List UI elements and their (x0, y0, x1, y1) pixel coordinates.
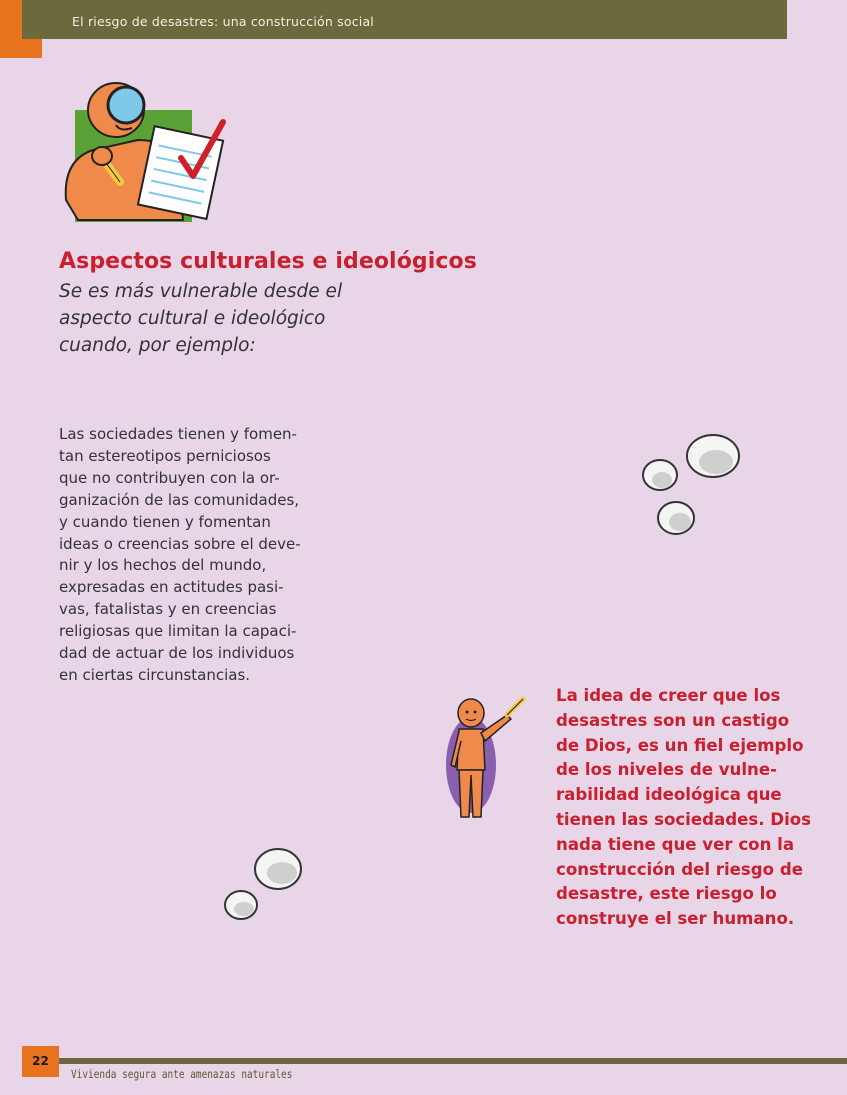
body-paragraph (59, 424, 309, 687)
page-number-badge (22, 1046, 59, 1077)
subtitle-line: aspecto cultural e ideológico (59, 308, 326, 329)
callout-line: desastres son un castigo (556, 710, 790, 730)
callout-line: tienen las sociedades. Dios (556, 809, 812, 829)
stones-icon (220, 845, 310, 927)
body-line: ideas o creencias sobre el deve- (59, 534, 301, 553)
person-pointing-icon (445, 695, 531, 825)
callout-text (556, 684, 812, 932)
footer-book-title: Vivienda segura ante amenazas naturales (71, 1067, 293, 1081)
body-line: vas, fatalistas y en creencias (59, 600, 277, 619)
callout-line: rabilidad ideológica que (556, 785, 782, 805)
body-line: que no contribuyen con la or- (59, 468, 280, 487)
body-line: en ciertas circunstancias. (59, 665, 251, 684)
body-line: ganización de las comunidades, (59, 490, 300, 509)
section-subtitle (59, 278, 349, 359)
body-line: nir y los hechos del mundo, (59, 556, 267, 575)
body-line: Las sociedades tienen y fomen- (59, 425, 297, 443)
callout-line: de los niveles de vulne- (556, 760, 778, 780)
page-number: 22 (32, 1054, 49, 1068)
callout-line: nada tiene que ver con la (556, 834, 795, 854)
header-title: El riesgo de desastres: una construcción social (72, 14, 374, 29)
callout-line: construye el ser humano. (556, 909, 795, 929)
subtitle-line: cuando, por ejemplo: (59, 335, 256, 356)
callout-line: La idea de creer que los (556, 686, 781, 705)
header-bar (22, 0, 787, 39)
callout-line: de Dios, es un fiel ejemplo (556, 735, 804, 755)
footer-divider (40, 1058, 847, 1064)
callout-line: desastre, este riesgo lo (556, 884, 777, 904)
person-with-magnifier-checklist-icon (58, 80, 233, 230)
body-line: religiosas que limitan la capaci- (59, 622, 297, 641)
body-line: expresadas en actitudes pasi- (59, 578, 284, 597)
subtitle-line: Se es más vulnerable desde el (59, 281, 343, 302)
body-line: dad de actuar de los individuos (59, 644, 295, 663)
callout-line: construcción del riesgo de (556, 859, 803, 879)
body-line: y cuando tienen y fomentan (59, 512, 271, 531)
stones-icon (638, 430, 748, 540)
section-title: Aspectos culturales e ideológicos (59, 249, 477, 274)
body-line: tan estereotipos perniciosos (59, 446, 271, 465)
